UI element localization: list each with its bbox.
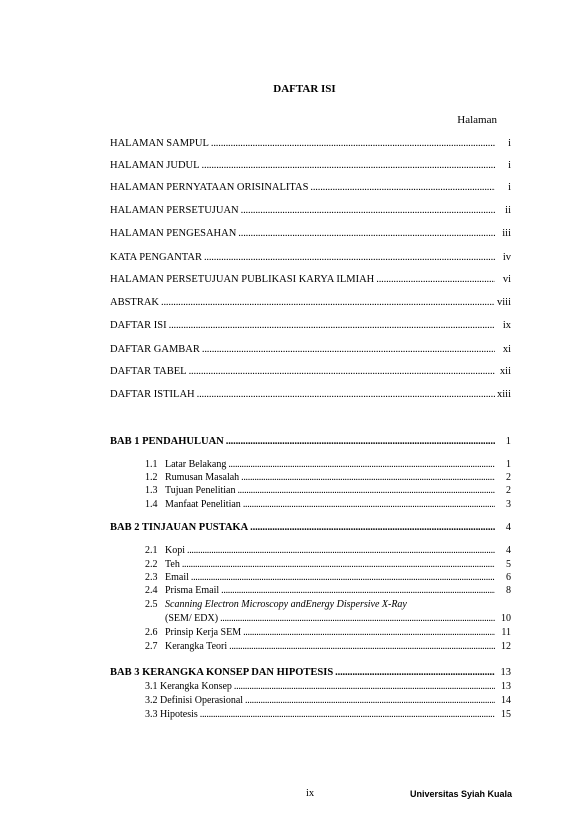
toc-label — [145, 559, 180, 570]
toc-page: 13 — [501, 681, 511, 692]
halaman-label: Halaman — [457, 114, 497, 126]
leader-dots — [229, 641, 495, 652]
toc-row — [110, 228, 511, 242]
section-number: 2.2 — [145, 559, 158, 570]
leader-dots — [169, 320, 495, 331]
toc-label — [145, 641, 227, 652]
toc-subrow — [145, 627, 511, 641]
leader-dots — [200, 709, 495, 720]
toc-label: DAFTAR TABEL — [110, 366, 187, 377]
chapter-heading — [110, 667, 511, 681]
leader-dots — [204, 252, 495, 263]
section-title: Manfaat Penelitian — [165, 499, 241, 510]
section-number: 1.2 — [145, 472, 158, 483]
section-number: 2.1 — [145, 545, 158, 556]
leader-dots — [202, 344, 495, 355]
toc-row — [110, 205, 511, 219]
toc-row — [110, 138, 511, 152]
leader-dots — [310, 182, 495, 193]
toc-label: HALAMAN PENGESAHAN — [110, 228, 237, 239]
leader-dots — [161, 297, 495, 308]
toc-subrow — [145, 613, 511, 627]
toc-label — [145, 599, 407, 610]
toc-page: ii — [505, 205, 511, 216]
leader-dots — [234, 681, 495, 692]
toc-label — [145, 585, 219, 596]
toc-page: 6 — [506, 572, 511, 583]
toc-row — [110, 344, 511, 358]
leader-dots — [189, 366, 495, 377]
toc-subrow — [145, 545, 511, 559]
toc-label: HALAMAN SAMPUL — [110, 138, 209, 149]
toc-page: 3 — [506, 499, 511, 510]
toc-label: HALAMAN JUDUL — [110, 160, 200, 171]
toc-subrow — [145, 681, 511, 695]
leader-dots — [245, 695, 495, 706]
chapter-label: BAB 3 KERANGKA KONSEP DAN HIPOTESIS — [110, 667, 334, 678]
toc-subrow — [145, 695, 511, 709]
toc-label: HALAMAN PERSETUJUAN — [110, 205, 239, 216]
section-title: Rumusan Masalah — [165, 472, 240, 483]
section-title: Teh — [165, 559, 180, 570]
toc-page: i — [508, 160, 511, 171]
page-title: DAFTAR ISI — [273, 83, 336, 95]
section-number: 3.1 — [145, 681, 158, 692]
chapter-page: 4 — [505, 522, 511, 533]
toc-label — [145, 627, 241, 638]
section-title: (SEM/ EDX) — [165, 613, 219, 624]
leader-dots — [250, 522, 495, 533]
chapter-label: BAB 1 PENDAHULUAN — [110, 436, 224, 447]
toc-page: 4 — [506, 545, 511, 556]
toc-label: ABSTRAK — [110, 297, 160, 308]
leader-dots — [243, 627, 495, 638]
leader-dots — [226, 436, 495, 447]
toc-row — [110, 160, 511, 174]
toc-subrow — [145, 485, 511, 499]
toc-label — [145, 709, 198, 720]
toc-page: 12 — [501, 641, 511, 652]
toc-page: i — [508, 182, 511, 193]
toc-subrow — [145, 599, 511, 613]
toc-page: 15 — [501, 709, 511, 720]
section-title: Tujuan Penelitian — [165, 485, 236, 496]
chapter-heading — [110, 522, 511, 536]
toc-row — [110, 389, 511, 403]
toc-label — [145, 695, 243, 706]
leader-dots — [197, 389, 495, 400]
toc-page: 1 — [506, 459, 511, 470]
toc-page: 5 — [506, 559, 511, 570]
leader-dots — [376, 274, 495, 285]
section-number: 1.3 — [145, 485, 158, 496]
toc-row — [110, 320, 511, 334]
toc-page: 10 — [501, 613, 511, 624]
toc-page: 2 — [506, 485, 511, 496]
section-title: Kerangka Teori — [165, 641, 228, 652]
toc-label — [145, 613, 218, 624]
section-title: Scanning Electron Microscopy andEnergy Dispersive X-Ray — [165, 599, 407, 610]
section-number: 1.1 — [145, 459, 158, 470]
leader-dots — [221, 585, 495, 596]
toc-page: i — [508, 138, 511, 149]
leader-dots — [241, 205, 495, 216]
chapter-page: 13 — [500, 667, 511, 678]
toc-label: KATA PENGANTAR — [110, 252, 202, 263]
toc-label — [145, 485, 235, 496]
toc-subrow — [145, 585, 511, 599]
toc-label — [145, 499, 241, 510]
section-title: Prinsip Kerja SEM — [165, 627, 242, 638]
leader-dots — [220, 613, 495, 624]
toc-subrow — [145, 641, 511, 655]
toc-label: DAFTAR ISI — [110, 320, 167, 331]
leader-dots — [187, 545, 495, 556]
toc-subrow — [145, 459, 511, 473]
toc-page: 14 — [501, 695, 511, 706]
toc-label: DAFTAR ISTILAH — [110, 389, 195, 400]
toc-subrow — [145, 499, 511, 513]
chapter-heading — [110, 436, 511, 450]
chapter-page: 1 — [505, 436, 511, 447]
leader-dots — [237, 485, 495, 496]
section-title: Latar Belakang — [165, 459, 227, 470]
section-title: Definisi Operasional — [160, 695, 244, 706]
toc-label: HALAMAN PERSETUJUAN PUBLIKASI KARYA ILMIAH — [110, 274, 375, 285]
section-number: 2.6 — [145, 627, 158, 638]
leader-dots — [241, 472, 495, 483]
toc-page: 11 — [501, 627, 511, 638]
leader-dots — [243, 499, 495, 510]
toc-page: ix — [502, 320, 511, 331]
toc-page: iv — [502, 252, 511, 263]
toc-row — [110, 182, 511, 196]
section-number: 2.3 — [145, 572, 158, 583]
toc-page: xii — [499, 366, 511, 377]
toc-subrow — [145, 709, 511, 723]
section-title: Kerangka Konsep — [160, 681, 232, 692]
footer-university: Universitas Syiah Kuala — [409, 789, 512, 799]
toc-page: 2 — [506, 472, 511, 483]
section-number: 3.3 — [145, 709, 158, 720]
toc-page: viii — [496, 297, 511, 308]
section-number: 2.4 — [145, 585, 158, 596]
toc-subrow — [145, 559, 511, 573]
leader-dots — [335, 667, 495, 678]
section-number: 2.5 — [145, 599, 158, 610]
toc-label: DAFTAR GAMBAR — [110, 344, 200, 355]
section-number: 3.2 — [145, 695, 158, 706]
toc-subrow — [145, 472, 511, 486]
leader-dots — [202, 160, 495, 171]
toc-page: vi — [502, 274, 511, 285]
chapter-label: BAB 2 TINJAUAN PUSTAKA — [110, 522, 249, 533]
leader-dots — [228, 459, 495, 470]
toc-label — [145, 545, 185, 556]
toc-page: xi — [502, 344, 511, 355]
toc-label — [145, 572, 189, 583]
toc-page: 8 — [506, 585, 511, 596]
section-title: Email — [165, 572, 189, 583]
toc-label: HALAMAN PERNYATAAN ORISINALITAS — [110, 182, 309, 193]
footer-page-number: ix — [306, 788, 315, 799]
toc-page: xiii — [496, 389, 511, 400]
toc-label — [145, 472, 239, 483]
toc-subrow — [145, 572, 511, 586]
section-title: Hipotesis — [160, 709, 198, 720]
toc-page: iii — [502, 228, 511, 239]
toc-row — [110, 366, 511, 380]
leader-dots — [191, 572, 495, 583]
toc-row — [110, 297, 511, 311]
leader-dots — [211, 138, 495, 149]
section-title: Kopi — [165, 545, 185, 556]
toc-row — [110, 252, 511, 266]
leader-dots — [182, 559, 495, 570]
section-title: Prisma Email — [165, 585, 220, 596]
section-number: 1.4 — [145, 499, 158, 510]
toc-row — [110, 274, 511, 288]
toc-label — [145, 459, 226, 470]
section-number: 2.7 — [145, 641, 158, 652]
toc-label — [145, 681, 232, 692]
leader-dots — [238, 228, 495, 239]
